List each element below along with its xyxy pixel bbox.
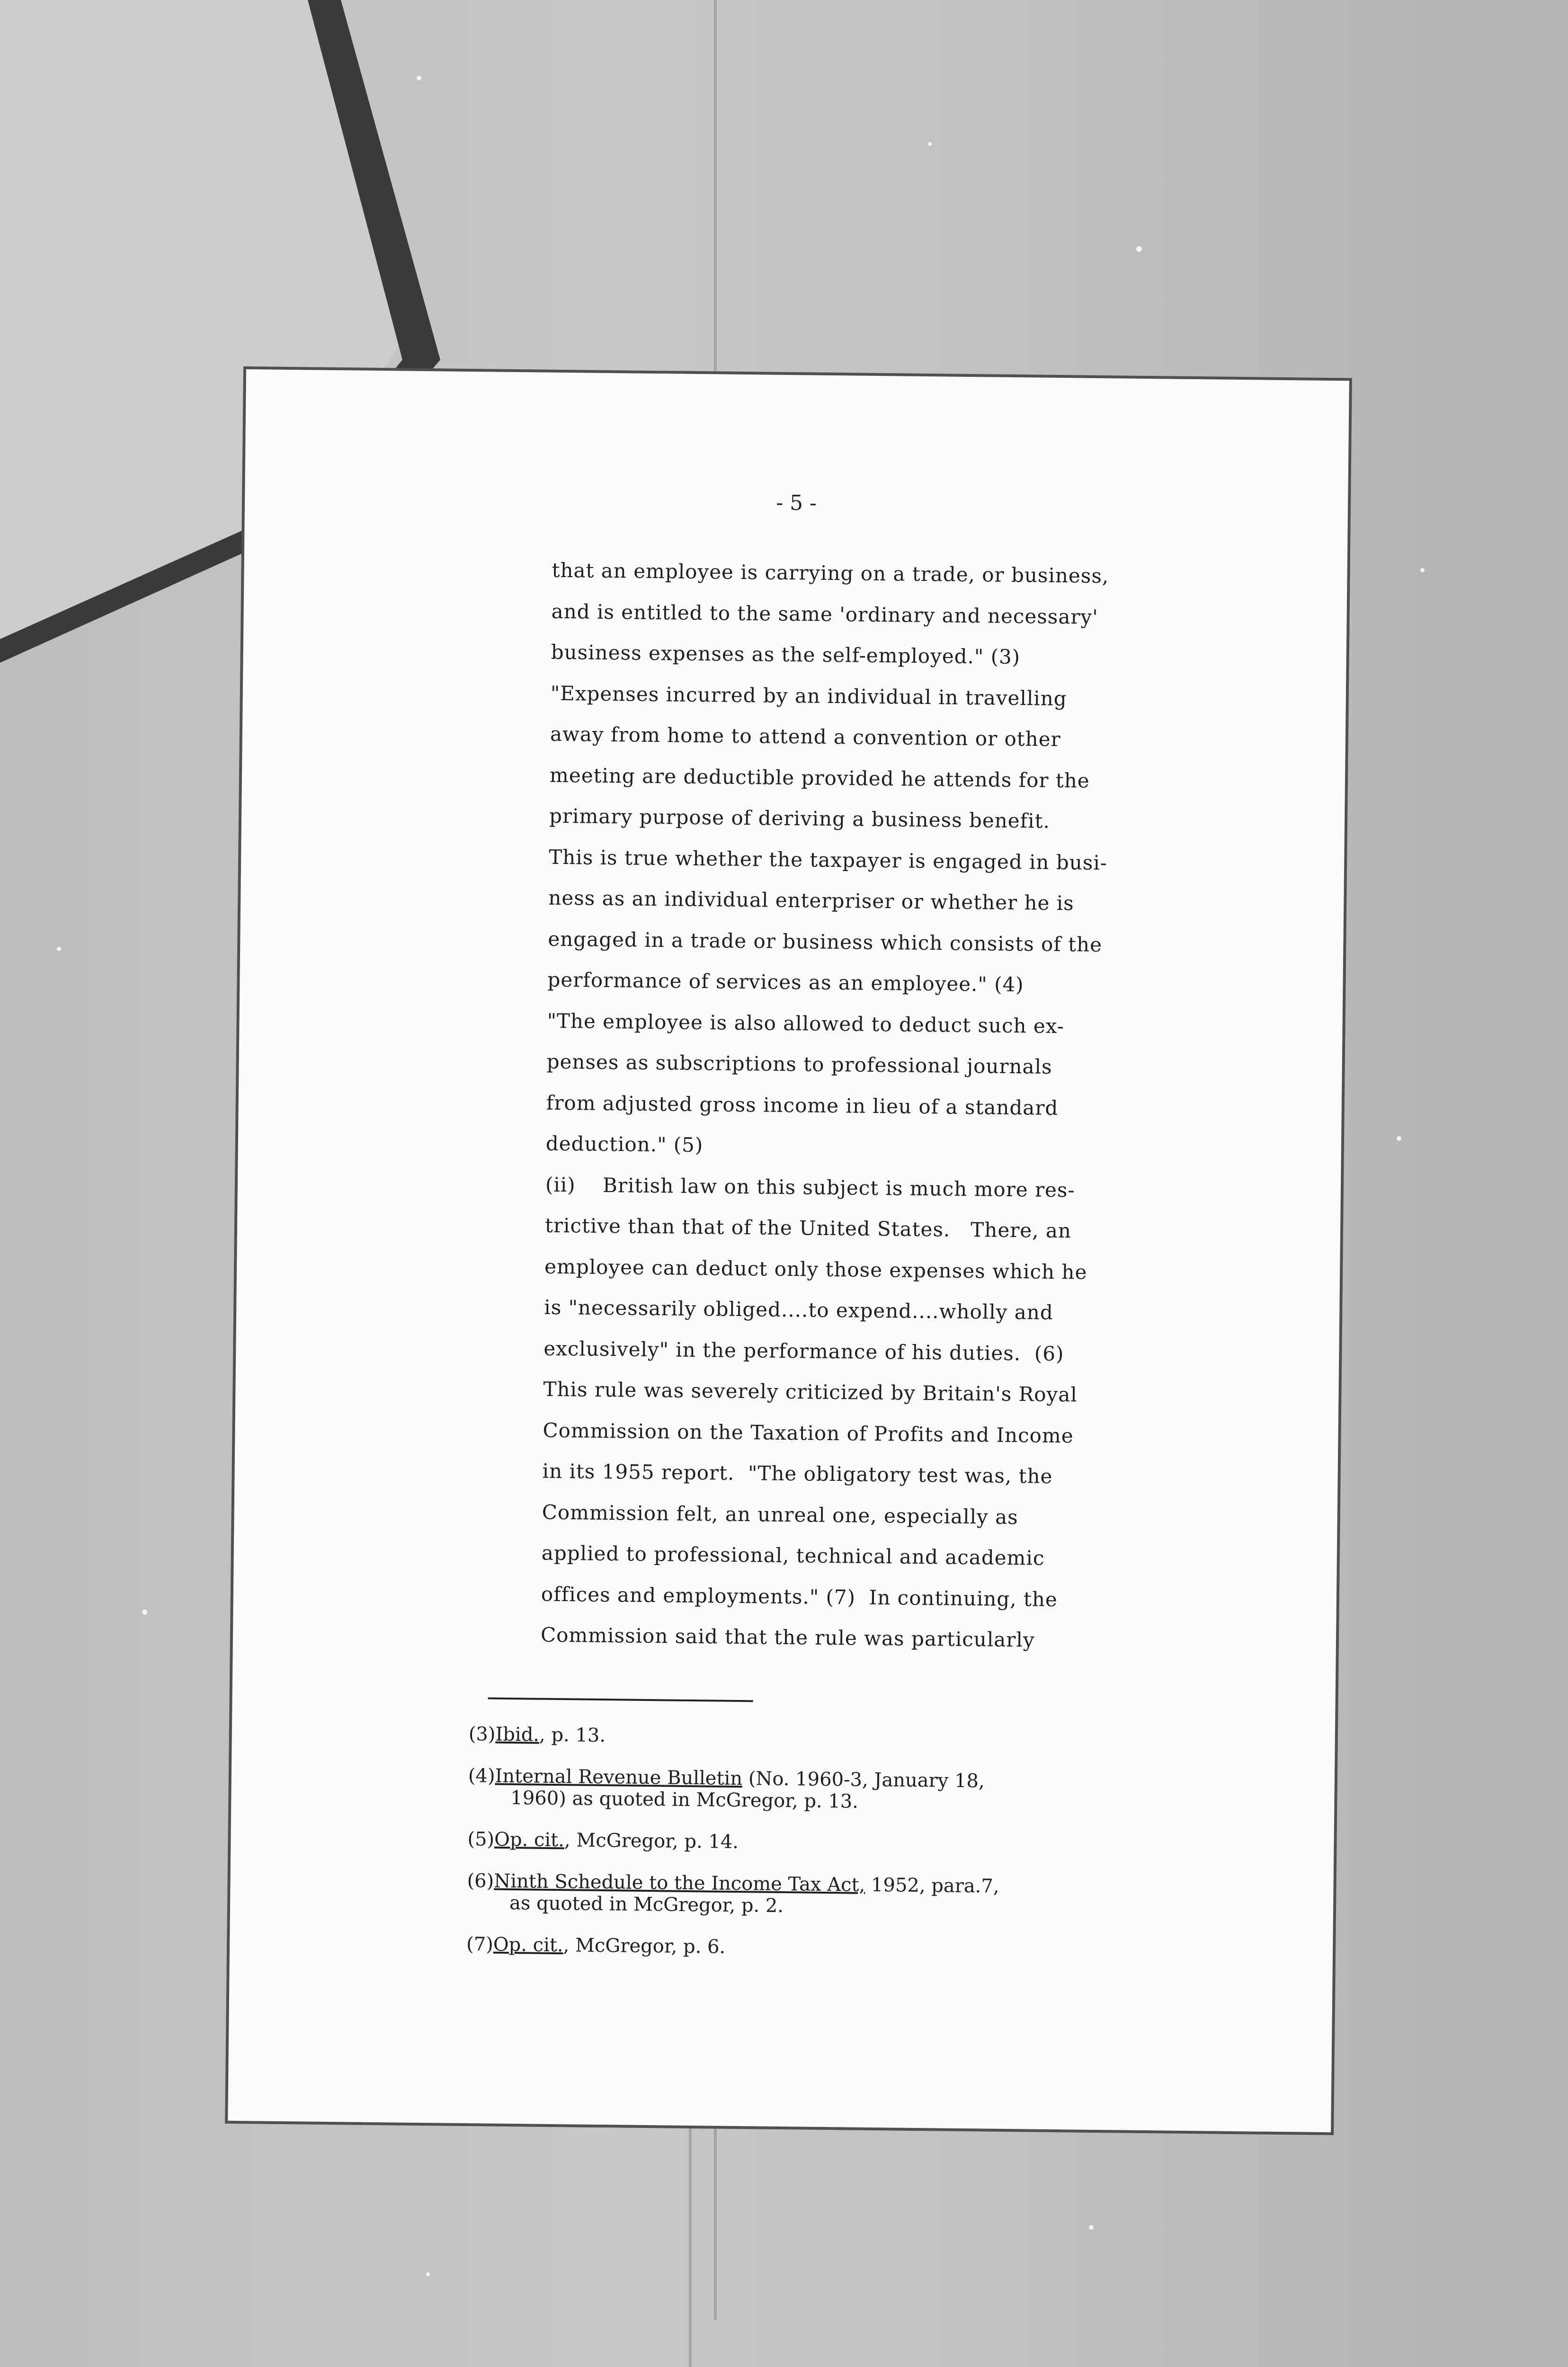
footnote-number: (3) [468, 1723, 496, 1745]
speck [57, 947, 61, 951]
body-line: exclusively" in the performance of his duties. (6) [543, 1336, 1064, 1365]
footnote-source-title: Internal Revenue Bulletin [495, 1765, 743, 1790]
footnote [469, 1723, 1094, 1752]
body-line: (ii) British law on this subject is much more res- [545, 1173, 1075, 1201]
body-line: from adjusted gross income in lieu of a standard [546, 1091, 1059, 1120]
backdrop-seam-lower [689, 2107, 692, 2367]
body-line: "The employee is also allowed to deduct such ex- [547, 1009, 1065, 1038]
footnote-citation: (No. 1960-3, January 18, [742, 1768, 985, 1792]
body-line: in its 1955 report. "The obligatory test was, the [542, 1459, 1053, 1488]
footnote [466, 1933, 1091, 1962]
footnote [467, 1870, 1092, 1920]
footnote-citation: 1952, para.7, [865, 1874, 999, 1897]
footnote-citation: , McGregor, p. 14. [564, 1829, 739, 1853]
footnote-number: (7) [466, 1933, 494, 1956]
body-line: and is entitled to the same 'ordinary and necessary' [551, 599, 1099, 629]
body-line: applied to professional, technical and academic [541, 1541, 1045, 1570]
body-line: "Expenses incurred by an individual in travelling [550, 681, 1067, 710]
body-line: Commission felt, an unreal one, especially as [542, 1500, 1018, 1529]
page-number: - 5 - [775, 490, 817, 516]
footnote-source-title: Op. cit. [494, 1828, 565, 1851]
speck [928, 142, 932, 146]
body-line: trictive than that of the United States. There, an [544, 1213, 1072, 1243]
body-line: penses as subscriptions to professional journals [546, 1050, 1052, 1078]
body-line: Commission on the Taxation of Profits and Income [543, 1418, 1074, 1447]
body-line: that an employee is carrying on a trade, or business, [552, 558, 1109, 588]
speck [1089, 2225, 1094, 2230]
footnote-rule [488, 1698, 753, 1702]
body-line: engaged in a trade or business which consists of the [548, 927, 1103, 956]
footnote-number: (6) [467, 1870, 494, 1892]
body-line: deduction." (5) [545, 1131, 704, 1157]
document-page [228, 369, 1349, 2132]
speck [142, 1610, 147, 1615]
footnotes [466, 1723, 1094, 1982]
body-line: ness as an individual enterpriser or whether he is [548, 886, 1074, 915]
body-line: performance of services as an employee." (4) [547, 968, 1024, 997]
body-line: This is true whether the taxpayer is engaged in busi- [548, 845, 1108, 874]
footnote-source-title: Ibid. [495, 1723, 540, 1746]
footnote-citation: , McGregor, p. 6. [563, 1934, 726, 1958]
footnote-number: (4) [468, 1765, 495, 1787]
body-text [541, 550, 1229, 1663]
body-line: is "necessarily obliged....to expend....wholly and [544, 1295, 1054, 1324]
speck [1420, 568, 1425, 572]
speck [1136, 246, 1142, 252]
footnote-source-title: Op. cit. [493, 1933, 563, 1957]
footnote [467, 1828, 1092, 1857]
footnote-number: (5) [467, 1828, 495, 1851]
body-line: meeting are deductible provided he attends for the [549, 763, 1090, 792]
body-line: offices and employments." (7) In continuing, the [541, 1582, 1058, 1611]
footnote-citation: , p. 13. [539, 1724, 606, 1747]
speck [426, 2272, 430, 2276]
speck [417, 76, 421, 80]
footnote [468, 1765, 1093, 1815]
body-line: business expenses as the self-employed." (3) [551, 640, 1021, 669]
footnote-continuation: as quoted in McGregor, p. 2. [509, 1892, 784, 1917]
body-line: primary purpose of deriving a business benefit. [549, 804, 1051, 833]
body-line: This rule was severely criticized by Britain's Royal [543, 1377, 1078, 1406]
body-line: employee can deduct only those expenses which he [544, 1255, 1087, 1284]
body-line: away from home to attend a convention or other [550, 722, 1061, 751]
speck [1397, 1136, 1401, 1141]
body-line: Commission said that the rule was particularly [540, 1623, 1035, 1652]
footnote-continuation: 1960) as quoted in McGregor, p. 13. [510, 1787, 859, 1813]
footnote-source-title: Ninth Schedule to the Income Tax Act, [494, 1870, 865, 1896]
